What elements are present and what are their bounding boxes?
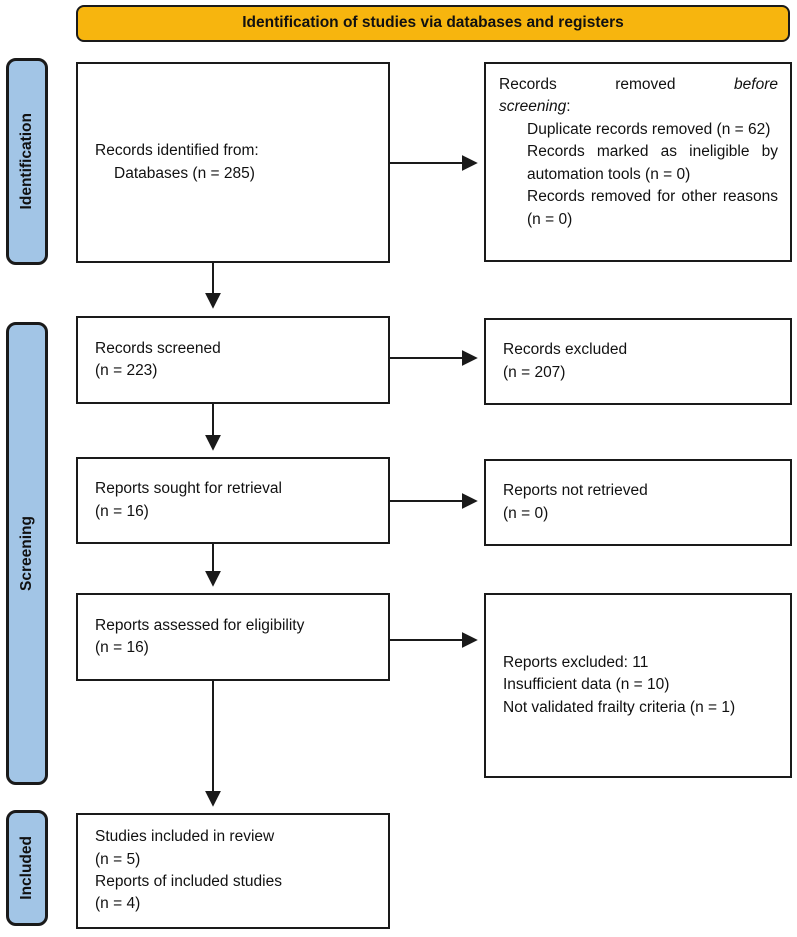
stage-screening-label: Screening	[17, 516, 35, 591]
studies-included-line3: Reports of included studies	[95, 873, 282, 890]
stage-identification	[6, 58, 48, 265]
records-removed-screening-italic: screening	[499, 98, 567, 116]
stage-included	[6, 810, 48, 926]
reports-excluded-line1: Reports excluded: 11	[503, 653, 649, 671]
studies-included-line1: Studies included in review	[95, 828, 275, 846]
reports-not-retrieved-line1: Reports not retrieved	[503, 482, 648, 500]
box-records-identified	[76, 62, 390, 263]
reports-excluded-line3: Not validated frailty criteria (n = 1)	[503, 698, 736, 716]
records-removed-intro-line1	[499, 74, 778, 96]
box-records-removed	[484, 62, 792, 262]
banner-title	[76, 5, 790, 42]
box-records-screened	[76, 316, 390, 404]
records-removed-word1: Records	[499, 76, 557, 93]
records-removed-word3: before	[734, 76, 778, 93]
box-reports-not-retrieved	[484, 459, 792, 546]
studies-included-line2: (n = 5)	[95, 850, 141, 868]
records-removed-colon: :	[566, 98, 571, 116]
records-removed-item-other: Records removed for other reasons (n = 0)	[527, 188, 778, 228]
reports-assessed-line1: Reports assessed for eligibility	[95, 616, 305, 634]
reports-assessed-line2: (n = 16)	[95, 639, 149, 656]
records-identified-line2: Databases (n = 285)	[114, 164, 255, 182]
records-identified-line1: Records identified from:	[95, 142, 259, 160]
records-excluded-line1: Records excluded	[503, 341, 628, 359]
stage-identification-label: Identification	[17, 113, 35, 210]
records-excluded-line2: (n = 207)	[503, 363, 566, 381]
studies-included-line4: (n = 4)	[95, 895, 141, 913]
box-reports-assessed	[76, 593, 390, 681]
records-screened-line1: Records screened	[95, 339, 221, 357]
reports-not-retrieved-line2: (n = 0)	[503, 504, 549, 522]
reports-excluded-line2: Insufficient data (n = 10)	[503, 676, 670, 694]
box-studies-included	[76, 813, 390, 929]
reports-sought-line1: Reports sought for retrieval	[95, 480, 282, 498]
box-reports-sought	[76, 457, 390, 544]
records-removed-word2: removed	[615, 76, 676, 93]
box-reports-excluded	[484, 593, 792, 778]
stage-screening	[6, 322, 48, 785]
reports-sought-line2: (n = 16)	[95, 502, 149, 520]
stage-included-label: Included	[17, 836, 35, 900]
records-screened-line2: (n = 223)	[95, 362, 158, 379]
banner-title-label: Identification of studies via databases and registers	[242, 14, 624, 32]
box-records-excluded	[484, 318, 792, 405]
records-removed-intro-line2	[499, 96, 778, 118]
records-removed-item-duplicates: Duplicate records removed (n = 62)	[527, 120, 771, 138]
records-removed-item-automation: Records marked as ineligible by automation tools (n = 0)	[527, 143, 778, 183]
